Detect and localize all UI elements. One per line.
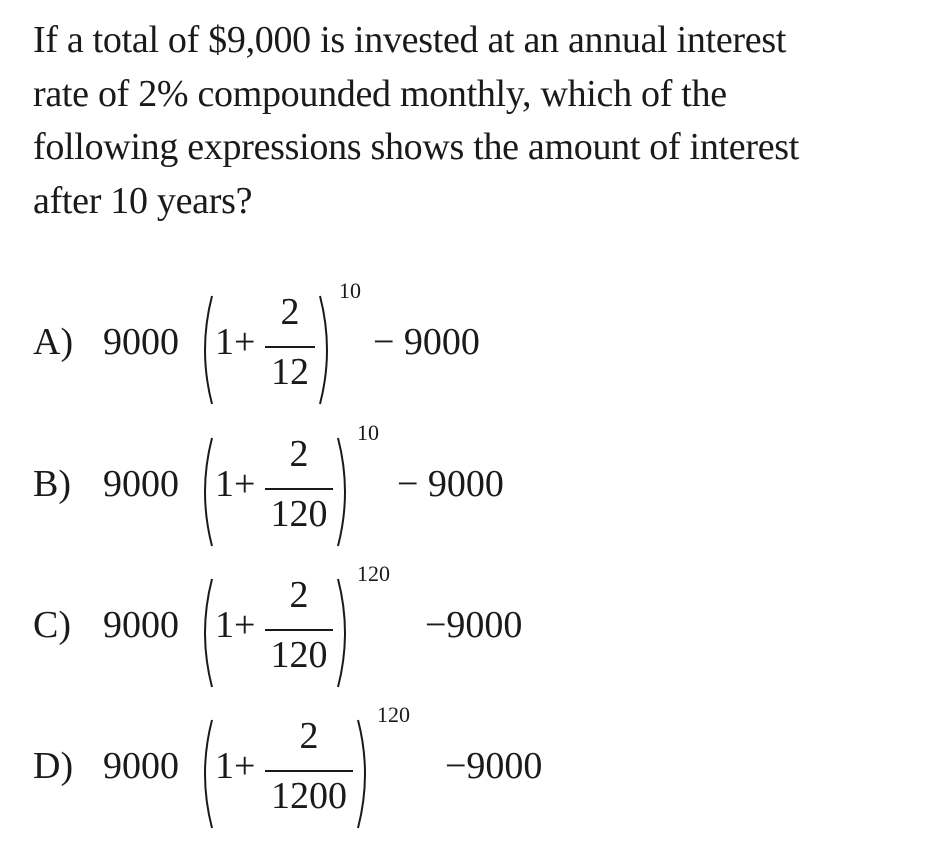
right-paren-icon — [335, 432, 355, 552]
question-line-3: following expressions shows the amount of interest — [33, 126, 800, 168]
left-paren-icon — [195, 290, 215, 410]
exponent: 10 — [339, 278, 361, 303]
left-paren-icon — [195, 432, 215, 552]
fraction-bar — [265, 488, 333, 490]
question-line-1: If a total of $9,000 is invested at an annual interest — [33, 19, 787, 61]
fraction-bar — [265, 770, 353, 772]
right-paren-icon — [355, 714, 375, 834]
denominator: 120 — [270, 634, 328, 676]
numerator: 2 — [280, 291, 300, 333]
numerator: 2 — [289, 574, 309, 616]
question-line-2: rate of 2% compounded monthly, which of the — [33, 72, 727, 115]
coefficient: 9000 — [103, 745, 179, 787]
coefficient: 9000 — [103, 321, 179, 363]
numerator: 2 — [289, 433, 309, 475]
choice-letter: A) — [33, 321, 74, 363]
choice-letter: B) — [33, 463, 71, 505]
choice-b[interactable] — [33, 420, 533, 552]
exponent: 10 — [357, 420, 379, 445]
question-line-4: after 10 years? — [33, 179, 253, 222]
choice-a[interactable] — [33, 278, 513, 410]
question-text — [33, 14, 928, 228]
coefficient: 9000 — [103, 463, 179, 505]
choice-letter: C) — [33, 604, 71, 646]
minus-term: −9000 — [445, 745, 543, 787]
fraction-bar — [265, 346, 315, 348]
one-plus: 1+ — [215, 463, 256, 505]
exponent: 120 — [377, 702, 410, 727]
exponent: 120 — [357, 561, 390, 586]
denominator: 12 — [271, 351, 309, 393]
right-paren-icon — [317, 290, 337, 410]
one-plus: 1+ — [215, 321, 256, 363]
right-paren-icon — [335, 573, 355, 693]
one-plus: 1+ — [215, 604, 256, 646]
coefficient: 9000 — [103, 604, 179, 646]
minus-term: − 9000 — [373, 321, 480, 363]
denominator: 120 — [270, 493, 328, 535]
one-plus: 1+ — [215, 745, 256, 787]
fraction-bar — [265, 629, 333, 631]
denominator: 1200 — [271, 775, 347, 817]
minus-term: − 9000 — [397, 463, 504, 505]
choice-c[interactable] — [33, 561, 543, 693]
choice-d[interactable] — [33, 702, 563, 834]
minus-term: −9000 — [425, 604, 523, 646]
left-paren-icon — [195, 714, 215, 834]
choice-letter: D) — [33, 745, 74, 787]
left-paren-icon — [195, 573, 215, 693]
numerator: 2 — [299, 715, 319, 757]
